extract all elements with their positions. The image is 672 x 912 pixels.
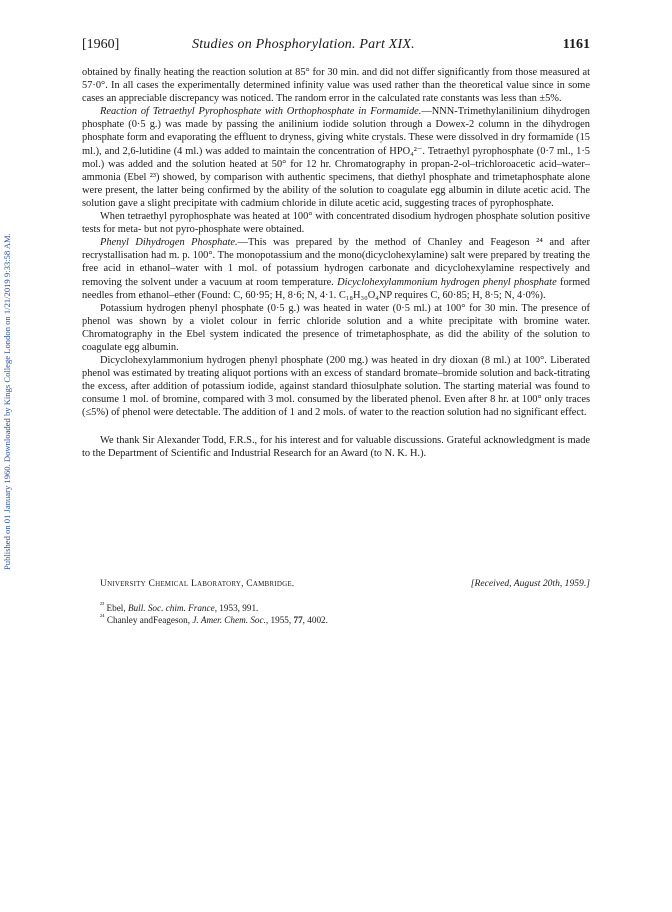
laboratory-affiliation: University Chemical Laboratory, Cambridge.	[100, 578, 295, 589]
reference-authors: Ebel,	[104, 603, 128, 613]
reference-year: , 1955,	[265, 614, 294, 625]
header-year: [1960]	[82, 37, 120, 52]
paragraph-rate-constants: obtained by finally heating the reaction solution at 85° for 30 min. and did not differ significantly from those measured at 57·0°. In all cases the experimentally determined infinity value was used rather than the theoretical value since in some cases an appreciable discrepancy was noticed. The random error in the calculated rate constants was less than ±5%.	[82, 67, 590, 105]
paragraph-potassium-phenyl: Potassium hydrogen phenyl phosphate (0·5 g.) was heated in water (0·5 ml.) at 100° for 30 min. The presence of phenol was shown by a violet colour in ferric chloride solution and a white precipitate with bromine water. Chromatography in the Ebel system indicated the presence of trimetaphosphate, as did the ability of the solution to coagulate egg albumin.	[82, 302, 590, 353]
reference-pages: 991.	[242, 603, 259, 613]
header-title: Studies on Phosphorylation. Part XIX.	[192, 37, 415, 52]
reference-item	[100, 600, 590, 615]
paragraph-acknowledgment: We thank Sir Alexander Todd, F.R.S., for his interest and for valuable discussions. Grateful acknowledgment is made to the Department of Scientific and Industrial Research for an Award (to N. K. H.).	[82, 434, 590, 459]
section-heading-phenyl: Phenyl Dihydrogen Phosphate.	[100, 237, 238, 249]
compound-name-italic: Dicyclohexylammonium hydrogen phenyl phosphate	[337, 276, 557, 288]
page-number: 1161	[562, 37, 590, 52]
reference-number: ²³	[100, 600, 105, 609]
reference-year: , 1953,	[214, 603, 243, 613]
paragraph-dioxan: Dicyclohexylammonium hydrogen phenyl phosphate (200 mg.) was heated in dry dioxan (8 ml.) at 100°. Liberated phenol was estimated by treating aliquot portions with an excess of standard bromate–bromide solution and back-titrating the excess, after addition of potassium iodide, against standard thiosulphate solution. The starting material was found to consume 1 mol. of bromine, compared with 3 mol. consumed by the liberated phenol. Even after 8 hr. at 100° only traces (≤5%) of phenol were detectable. The addition of 1 and 2 mols. of water to the reaction solution had no significant effect.	[82, 355, 590, 419]
reference-volume: 77	[293, 614, 303, 625]
reference-number: ²⁴	[100, 612, 105, 621]
affiliation-line	[100, 578, 590, 592]
reference-journal: Bull. Soc. chim. France	[127, 603, 215, 613]
received-date: [Received, August 20th, 1959.]	[470, 578, 590, 589]
paragraph-disodium-phosphate: When tetraethyl pyrophosphate was heated at 100° with concentrated disodium hydrogen phosphate solution positive tests for meta- but not pyro-phosphate were obtained.	[82, 211, 590, 236]
section-heading-pyrophosphate: Reaction of Tetraethyl Pyrophosphate with Orthophosphate in Formamide.	[100, 106, 422, 118]
reference-journal: J. Amer. Chem. Soc.	[192, 614, 266, 625]
paragraph-pyrophosphate-formamide	[82, 105, 590, 210]
article-body	[82, 66, 590, 460]
download-watermark-text[interactable]: Published on 01 January 1960. Downloaded by Kings College London on 1/21/2019 9:33:58 AM.	[2, 233, 12, 570]
reference-pages: , 4002.	[302, 614, 328, 625]
paragraph-phenyl-phosphate	[82, 236, 590, 301]
paragraph-pyrophosphate-text: —NNN-Trimethylanilinium dihydrogen phosphate (0·5 g.) was made by passing the anilinium iodide solution through a Dowex-2 column in the dihydrogen phosphate form and evaporating the effluent to dryness, giving white crystals. These were dissolved in dry formamide (15 ml.), and 2,6-lutidine (4 ml.) was added to maintain the concentration of HPO₄²⁻. Tetraethyl pyrophosphate (0·7 ml., 1·5 mol.) was added and the solution heated at 50° for 12 hr. Chromatography in propan-2-ol–trichloroacetic acid–water–ammonia (Ebel ²³) showed, by comparison with authentic specimens, that diethyl phosphate and trimetaphosphate alone were present, the latter being confirmed by the ability of the solution to coagulate egg albumin in dilute acetic acid. The solution gave a slight precipitate with cadmium chloride in dilute acetic acid, suggesting traces of pyrophosphate.	[82, 106, 591, 209]
references	[100, 600, 590, 626]
download-watermark	[2, 140, 16, 570]
reference-item	[100, 612, 590, 627]
running-header	[82, 37, 590, 55]
paragraph-phenyl-text-a: —This was prepared by the method of Chanley and Feageson ²⁴ and after recrystallisation had m. p. 100°. The monopotassium and the mono(dicyclohexylamine) salt were prepared by treating the free acid in ethanol–water with 1 mol. of potassium hydrogen carbonate and dicyclohexylamine respectively and removing the solvent under a vacuum at room temperature.	[82, 237, 590, 288]
paragraph-phenyl-text-b: formed needles from ethanol–ether (Found: C, 60·95; H, 8·6; N, 4·1. C₁₈H₃₀O₄NP requires C, 60·85; H, 8·5; N, 4·0%).	[82, 276, 590, 301]
reference-authors: Chanley andFeageson,	[104, 614, 193, 625]
